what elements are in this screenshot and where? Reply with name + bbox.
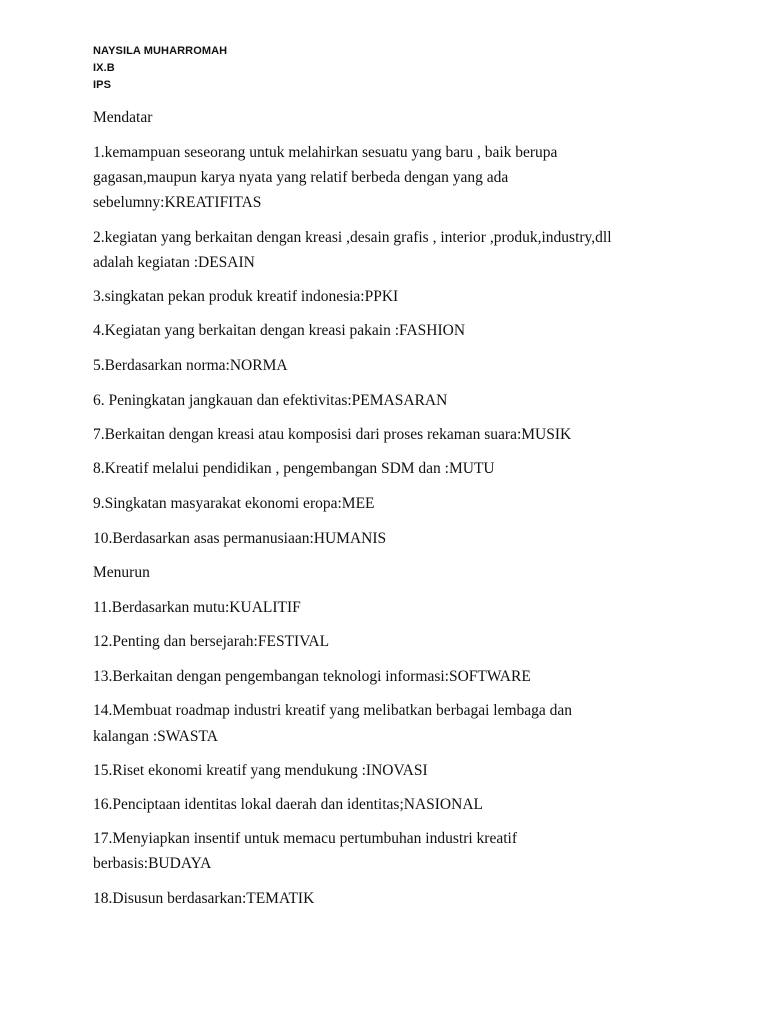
text-line: 5.Berdasarkan norma:NORMA — [93, 357, 288, 374]
text-line: 16.Penciptaan identitas lokal daerah dan identitas;NASIONAL — [93, 796, 483, 813]
student-class: IX.B — [93, 62, 115, 74]
text-line: 6. Peningkatan jangkauan dan efektivitas:PEMASARAN — [93, 392, 448, 409]
text-line: gagasan,maupun karya nyata yang relatif berbeda dengan yang ada — [93, 169, 509, 186]
section-heading-menurun: Menurun — [93, 564, 150, 581]
text-line: 11.Berdasarkan mutu:KUALITIF — [93, 599, 301, 616]
student-name: NAYSILA MUHARROMAH — [93, 45, 228, 57]
text-line: 4.Kegiatan yang berkaitan dengan kreasi pakain :FASHION — [93, 322, 466, 339]
text-line: 8.Kreatif melalui pendidikan , pengembangan SDM dan :MUTU — [93, 460, 495, 477]
text-line: 14.Membuat roadmap industri kreatif yang melibatkan berbagai lembaga dan — [93, 702, 573, 719]
section-heading-mendatar: Mendatar — [93, 109, 153, 126]
text-line: berbasis:BUDAYA — [93, 855, 212, 872]
text-line: 12.Penting dan bersejarah:FESTIVAL — [93, 633, 330, 650]
text-line: 3.singkatan pekan produk kreatif indonesia:PPKI — [93, 288, 399, 305]
text-line: sebelumny:KREATIFITAS — [93, 194, 262, 211]
text-line: 2.kegiatan yang berkaitan dengan kreasi ,desain grafis , interior ,produk,industry,dll — [93, 229, 612, 246]
text-line: 18.Disusun berdasarkan:TEMATIK — [93, 890, 315, 907]
text-line: adalah kegiatan :DESAIN — [93, 254, 255, 271]
text-line: 17.Menyiapkan insentif untuk memacu pertumbuhan industri kreatif — [93, 830, 517, 847]
text-line: 7.Berkaitan dengan kreasi atau komposisi dari proses rekaman suara:MUSIK — [93, 426, 572, 443]
text-line: 1.kemampuan seseorang untuk melahirkan sesuatu yang baru , baik berupa — [93, 144, 558, 161]
student-subject: IPS — [93, 79, 112, 91]
text-line: 9.Singkatan masyarakat ekonomi eropa:MEE — [93, 495, 375, 512]
text-line: 10.Berdasarkan asas permanusiaan:HUMANIS — [93, 530, 387, 547]
text-line: 15.Riset ekonomi kreatif yang mendukung :INOVASI — [93, 762, 428, 779]
text-line: 13.Berkaitan dengan pengembangan teknologi informasi:SOFTWARE — [93, 668, 531, 685]
text-line: kalangan :SWASTA — [93, 728, 218, 745]
